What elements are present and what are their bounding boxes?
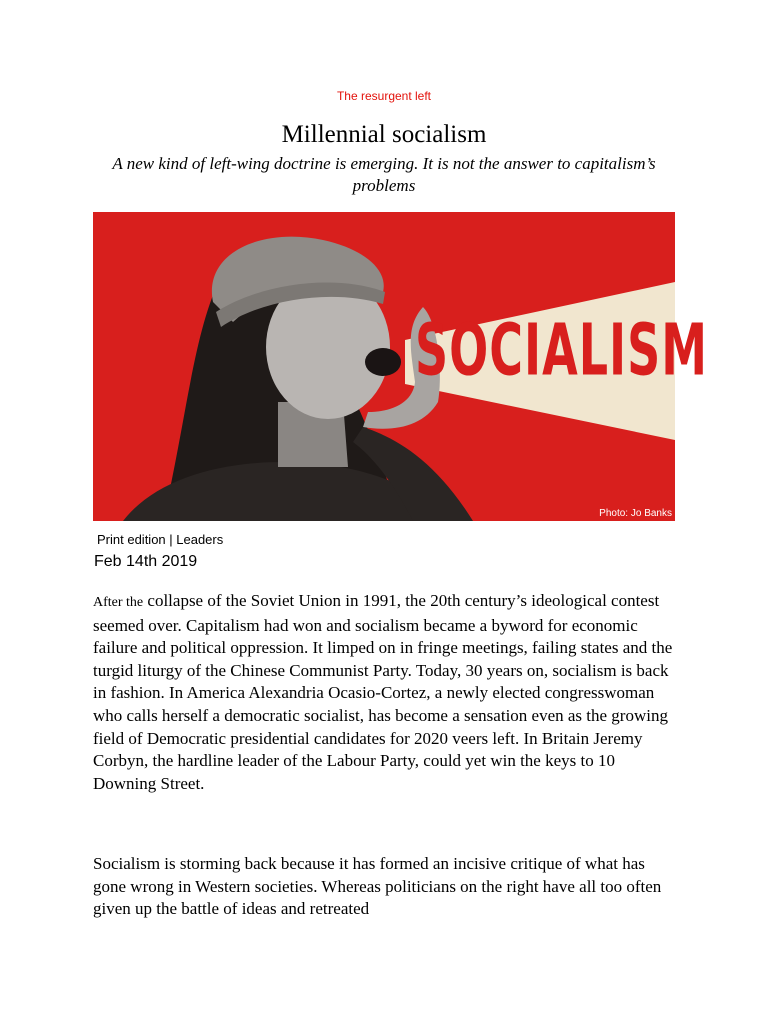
banner-word: SOCIALISM [415, 308, 709, 392]
publication-date: Feb 14th 2019 [94, 553, 198, 570]
paragraph-text: collapse of the Soviet Union in 1991, the 20th century’s ideological contest seemed over. Capitalism had won and socialism became a byword for economic failure and political oppression. It limped on in fringe meetings, failing states and the turgid liturgy of the Chinese Communist Party. Today, 30 years on, socialism is back in fashion. In America Alexandria Ocasio-Cortez, a newly elected congresswoman who calls herself a democratic socialist, has become a sensation even as the growing field of Democratic presidential candidates for 2020 veers left. In Britain Jeremy Corbyn, the hardline leader of the Labour Party, could yet win the keys to 10 Downing Street. [93, 591, 673, 793]
hero-image [93, 212, 709, 521]
article-headline: Millennial socialism [281, 121, 487, 148]
article-standfirst: A new kind of left-wing doctrine is emerging. It is not the answer to capitalism’s problems [112, 154, 656, 195]
paragraph-lead-in: After the [93, 595, 144, 610]
article-rubric: The resurgent left [336, 89, 432, 103]
paragraph-text: Socialism is storming back because it has formed an incisive critique of what has gone wrong in Western societies. Whereas politicians on the right have all too often given up the battle of ideas and retreated [93, 854, 662, 919]
body-paragraph [93, 853, 678, 921]
edition-label: Print edition | Leaders [97, 532, 224, 547]
body-paragraph [93, 590, 678, 795]
photo-credit: Photo: Jo Banks [599, 508, 672, 519]
